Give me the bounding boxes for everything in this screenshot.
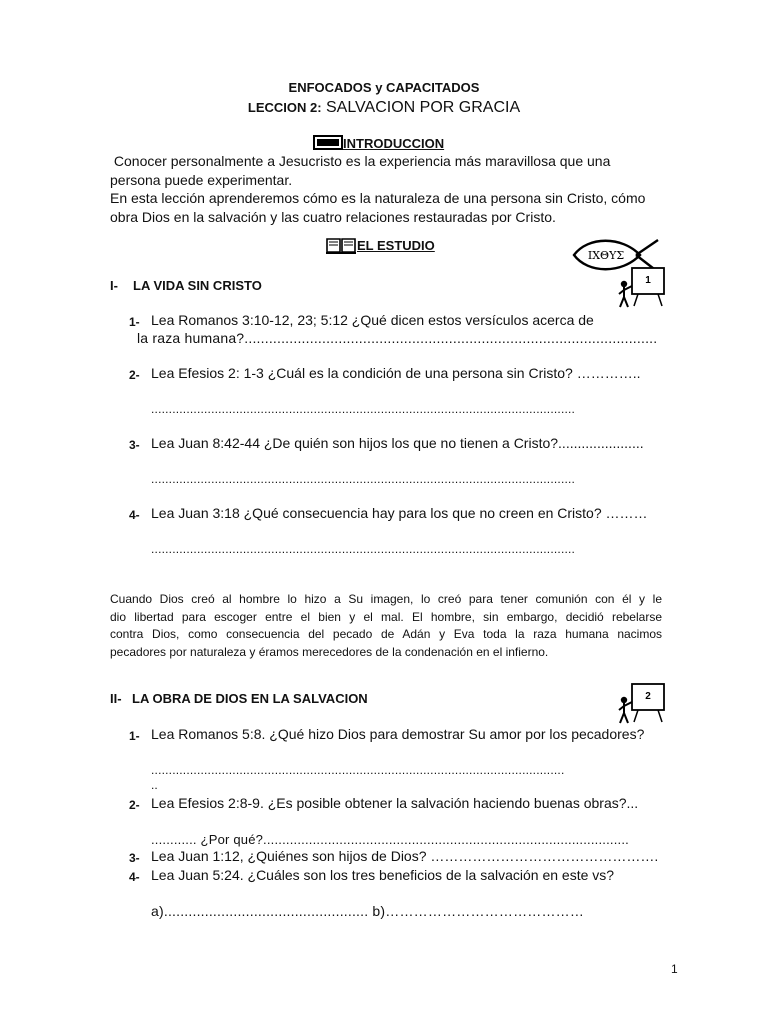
answer-line[interactable]: ........................................................................................................................ <box>151 472 576 486</box>
paragraph-line: pecadores por naturaleza y éramos merecedores de la condenación en el infierno. <box>110 644 549 659</box>
question-number: 1- <box>129 315 140 329</box>
question-text: Lea Romanos 5:8. ¿Qué hizo Dios para demostrar Su amor por los pecadores? <box>151 726 645 742</box>
question-text: Lea Juan 8:42-44 ¿De quién son hijos los que no tienen a Cristo?...................... <box>151 435 644 451</box>
teacher-board-icon <box>616 680 668 726</box>
document-subtitle: ENFOCADOS y CAPACITADOS <box>288 80 480 95</box>
estudio-heading <box>325 236 435 254</box>
question-number: 4- <box>129 508 140 522</box>
page-number: 1 <box>671 962 678 976</box>
question-text: Lea Efesios 2: 1-3 ¿Cuál es la condición de una persona sin Cristo? ………….. <box>151 365 641 381</box>
section1-numeral: I- <box>110 278 118 293</box>
question-number: 1- <box>129 729 140 743</box>
intro-line: obra Dios en la salvación y las cuatro relaciones restauradas por Cristo. <box>110 208 556 225</box>
question-number: 2- <box>129 798 140 812</box>
intro-heading <box>313 135 444 151</box>
intro-line: Conocer personalmente a Jesucristo es la experiencia más maravillosa que una <box>110 153 611 169</box>
question-text: Lea Romanos 3:10-12, 23; 5:12 ¿Qué dicen estos versículos acerca de <box>151 312 594 328</box>
question-number: 3- <box>129 438 140 452</box>
answer-line-continuation[interactable]: .. <box>151 778 158 792</box>
screen-icon <box>313 135 343 151</box>
question-text: Lea Juan 1:12, ¿Quiénes son hijos de Dios? …………………………………………. <box>151 848 659 864</box>
paragraph-line: contra Dios, como consecuencia del pecado de Adán y Eva toda la raza humana nacimos <box>110 627 662 641</box>
teacher-board-icon <box>616 264 668 310</box>
section2-numeral: II- <box>110 691 122 706</box>
badge-number: 2 <box>645 691 651 702</box>
intro-heading-label: INTRODUCCION <box>343 135 445 151</box>
lesson-number: LECCION 2: <box>247 100 322 115</box>
question-text: Lea Juan 3:18 ¿Qué consecuencia hay para los que no creen en Cristo? ……… <box>151 505 648 521</box>
intro-paragraph <box>110 152 645 226</box>
question-number: 4- <box>129 870 140 884</box>
lesson-title <box>0 99 768 117</box>
section1-title: LA VIDA SIN CRISTO <box>133 278 262 293</box>
paragraph-line: dio libertad para escoger entre el bien y el mal. El hombre, sin embargo, decidió rebelarse <box>110 609 662 624</box>
answer-line[interactable]: ........................................................................................................................ <box>151 402 576 416</box>
question-text: Lea Juan 5:24. ¿Cuáles son los tres beneficios de la salvación en este vs? <box>151 867 615 883</box>
intro-line: persona puede experimentar. <box>110 171 293 188</box>
question-number: 2- <box>129 368 140 382</box>
answer-line[interactable]: a).................................................. b)…………………………………… <box>151 903 585 919</box>
section2-title: LA OBRA DE DIOS EN LA SALVACION <box>132 691 368 706</box>
question-number: 3- <box>129 851 140 865</box>
question-text: Lea Efesios 2:8-9. ¿Es posible obtener la salvación haciendo buenas obras?... <box>151 795 639 811</box>
paragraph-line: Cuando Dios creó al hombre lo hizo a Su imagen, lo creó para tener comunión con él y le <box>110 592 662 606</box>
badge-number: 1 <box>645 275 651 286</box>
fish-text: IXΘYΣ <box>587 249 625 262</box>
open-book-icon <box>325 236 357 254</box>
answer-line[interactable]: ..................................................................................................................... <box>151 763 565 777</box>
lesson-name: SALVACION POR GRACIA <box>326 99 521 116</box>
intro-line: En esta lección aprenderemos cómo es la naturaleza de una persona sin Cristo, cómo <box>110 190 646 206</box>
estudio-heading-label: EL ESTUDIO <box>357 237 435 253</box>
doctrine-paragraph <box>110 591 662 661</box>
answer-line[interactable]: la raza humana?..................................................................................................... <box>137 330 658 346</box>
answer-line[interactable]: ........................................................................................................................ <box>151 542 576 556</box>
answer-line[interactable]: ............ ¿Por qué?................................................................................................ <box>151 832 629 847</box>
